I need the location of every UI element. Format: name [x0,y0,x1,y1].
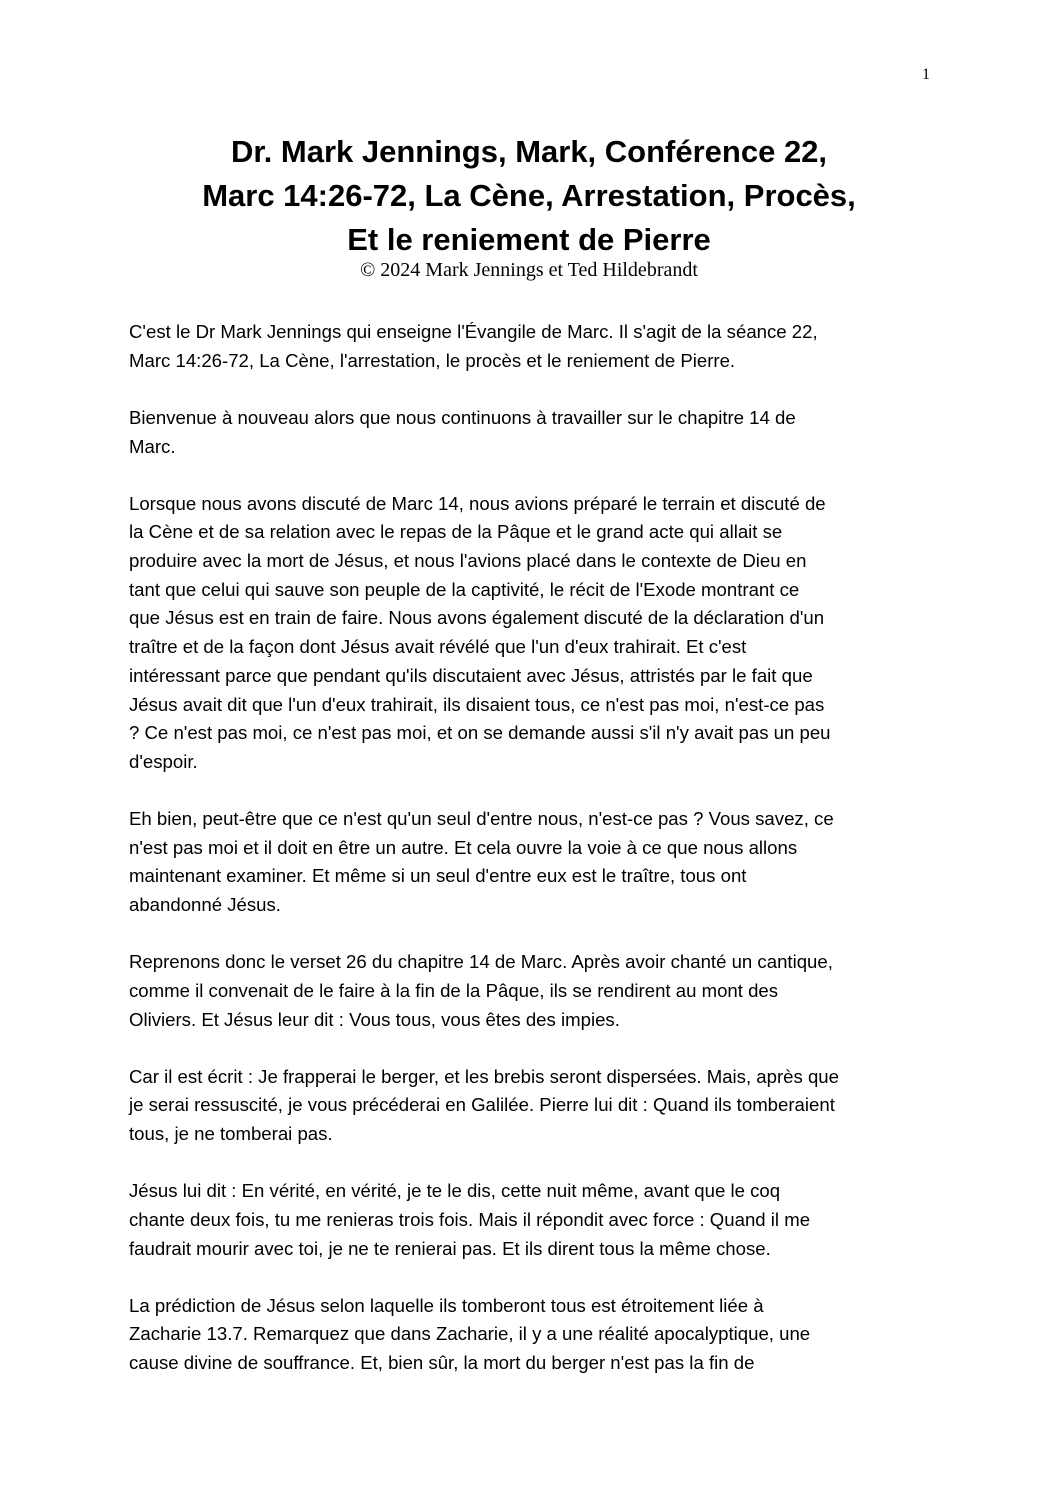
text-line: n'est pas moi et il doit en être un autre. Et cela ouvre la voie à ce que nous allons [129,836,798,858]
text-line: C'est le Dr Mark Jennings qui enseigne l'Évangile de Marc. Il s'agit de la séance 22, [129,321,818,342]
paragraph [129,318,935,375]
text-line: comme il convenait de le faire à la fin de la Pâque, ils se rendirent au mont des [129,979,779,1001]
paragraph [129,1292,935,1378]
title-line-1: Dr. Mark Jennings, Mark, Conférence 22, [230,134,828,169]
title-line-3: Et le reniement de Pierre [347,222,711,257]
text-line: la Cène et de sa relation avec le repas de la Pâque et le grand acte qui allait se [129,521,783,543]
text-line: produire avec la mort de Jésus, et nous l'avions placé dans le contexte de Dieu en [129,550,807,571]
copyright-notice: © 2024 Mark Jennings et Ted Hildebrandt [360,259,698,281]
text-line: Lorsque nous avons discuté de Marc 14, nous avions préparé le terrain et discuté de [129,492,826,514]
paragraph [129,805,935,920]
text-line: tous, je ne tomberai pas. [129,1123,333,1145]
paragraph [129,404,935,461]
text-line: cause divine de souffrance. Et, bien sûr, la mort du berger n'est pas la fin de [129,1352,755,1374]
text-line: que Jésus est en train de faire. Nous avons également discuté de la déclaration d'un [129,607,825,629]
text-line: intéressant parce que pendant qu'ils discutaient avec Jésus, attristés par le fait que [129,664,813,686]
paragraph [129,490,935,777]
text-line: traître et de la façon dont Jésus avait révélé que l'un d'eux trahirait. Et c'est [129,636,747,658]
text-line: Jésus lui dit : En vérité, en vérité, je te le dis, cette nuit même, avant que le coq [129,1180,781,1202]
text-line: Car il est écrit : Je frapperai le berger, et les brebis seront dispersées. Mais, après que [129,1065,839,1087]
text-line: Oliviers. Et Jésus leur dit : Vous tous, vous êtes des impies. [129,1008,620,1030]
text-line: tant que celui qui sauve son peuple de la captivité, le récit de l'Exode montrant ce [129,578,800,600]
text-line: Zacharie 13.7. Remarquez que dans Zacharie, il y a une réalité apocalyptique, une [129,1323,811,1345]
document-header [0,130,1058,281]
paragraph [129,1177,935,1263]
paragraph [129,948,935,1034]
text-line: d'espoir. [129,750,198,772]
document-body [129,318,935,1406]
text-line: Marc. [129,435,176,457]
text-line: chante deux fois, tu me renieras trois fois. Mais il répondit avec force : Quand il me [129,1208,811,1230]
text-line: Eh bien, peut-être que ce n'est qu'un seul d'entre nous, n'est-ce pas ? Vous savez, ce [129,808,834,830]
text-line: faudrait mourir avec toi, je ne te renierai pas. Et ils dirent tous la même chose. [129,1237,771,1259]
text-line: La prédiction de Jésus selon laquelle ils tomberont tous est étroitement liée à [129,1294,764,1316]
title-line-2: Marc 14:26-72, La Cène, Arrestation, Procès, [202,178,856,213]
text-line: Marc 14:26-72, La Cène, l'arrestation, le procès et le reniement de Pierre. [129,349,736,371]
text-line: ? Ce n'est pas moi, ce n'est pas moi, et on se demande aussi s'il n'y avait pas un peu [129,722,831,744]
text-line: abandonné Jésus. [129,894,281,916]
paragraph [129,1063,935,1149]
page-number: 1 [922,66,930,83]
text-line: Jésus avait dit que l'un d'eux trahirait, ils disaient tous, ce n'est pas moi, n'est-ce pas [129,693,825,715]
text-line: maintenant examiner. Et même si un seul d'entre eux est le traître, tous ont [129,865,747,887]
text-line: je serai ressuscité, je vous précéderai en Galilée. Pierre lui dit : Quand ils tomberaient [129,1094,835,1116]
text-line: Bienvenue à nouveau alors que nous continuons à travailler sur le chapitre 14 de [129,406,796,428]
text-line: Reprenons donc le verset 26 du chapitre 14 de Marc. Après avoir chanté un cantique, [129,951,833,973]
